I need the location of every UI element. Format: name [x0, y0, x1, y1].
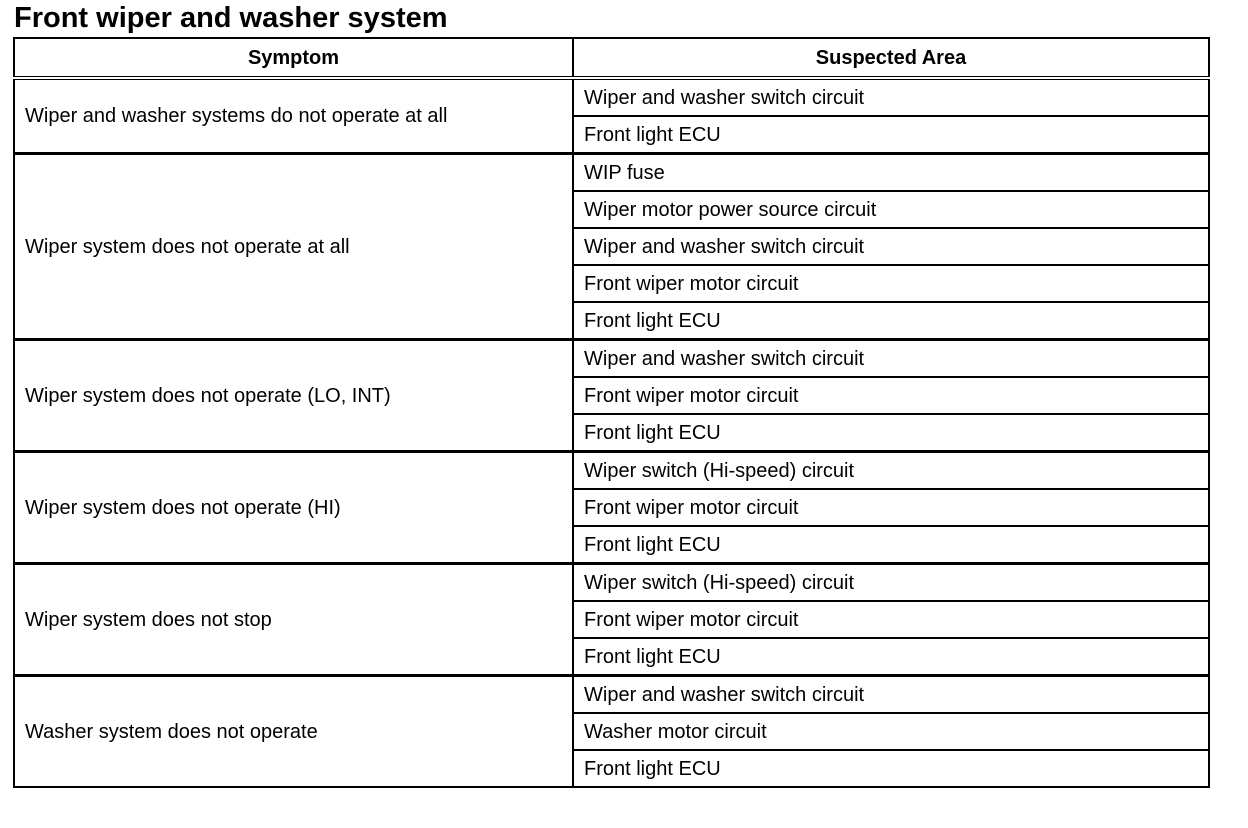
page-title: Front wiper and washer system — [14, 2, 448, 34]
suspected-area-cell: Front wiper motor circuit — [573, 489, 1209, 526]
table-row — [14, 340, 1209, 378]
table-row — [14, 78, 1209, 116]
suspected-area-cell: Wiper switch (Hi-speed) circuit — [573, 452, 1209, 490]
suspected-area-cell: Washer motor circuit — [573, 713, 1209, 750]
table-row — [14, 676, 1209, 714]
suspected-area-cell: Front light ECU — [573, 638, 1209, 676]
symptom-cell: Washer system does not operate — [14, 676, 573, 788]
table-row — [14, 154, 1209, 192]
symptom-cell: Wiper system does not operate (LO, INT) — [14, 340, 573, 452]
symptom-cell: Wiper system does not stop — [14, 564, 573, 676]
suspected-area-cell: Wiper motor power source circuit — [573, 191, 1209, 228]
suspected-area-cell: Front wiper motor circuit — [573, 377, 1209, 414]
suspected-area-cell: Wiper and washer switch circuit — [573, 228, 1209, 265]
table-header-row — [14, 38, 1209, 78]
suspected-area-cell: Wiper switch (Hi-speed) circuit — [573, 564, 1209, 602]
symptom-column-header: Symptom — [14, 38, 573, 78]
table-row — [14, 564, 1209, 602]
suspected-area-cell: Wiper and washer switch circuit — [573, 676, 1209, 714]
suspected-area-cell: Front light ECU — [573, 414, 1209, 452]
suspected-area-cell: Front light ECU — [573, 116, 1209, 154]
suspected-area-cell: Front light ECU — [573, 302, 1209, 340]
suspected-area-cell: Front wiper motor circuit — [573, 601, 1209, 638]
table-row — [14, 452, 1209, 490]
symptom-table — [13, 37, 1210, 788]
suspected-area-cell: Front light ECU — [573, 750, 1209, 787]
suspected-area-cell: Wiper and washer switch circuit — [573, 340, 1209, 378]
suspected-area-cell: Front wiper motor circuit — [573, 265, 1209, 302]
suspected-area-cell: WIP fuse — [573, 154, 1209, 192]
symptom-cell: Wiper system does not operate (HI) — [14, 452, 573, 564]
symptom-cell: Wiper and washer systems do not operate at all — [14, 78, 573, 154]
suspected-area-column-header: Suspected Area — [573, 38, 1209, 78]
suspected-area-cell: Front light ECU — [573, 526, 1209, 564]
suspected-area-cell: Wiper and washer switch circuit — [573, 78, 1209, 116]
symptom-cell: Wiper system does not operate at all — [14, 154, 573, 340]
